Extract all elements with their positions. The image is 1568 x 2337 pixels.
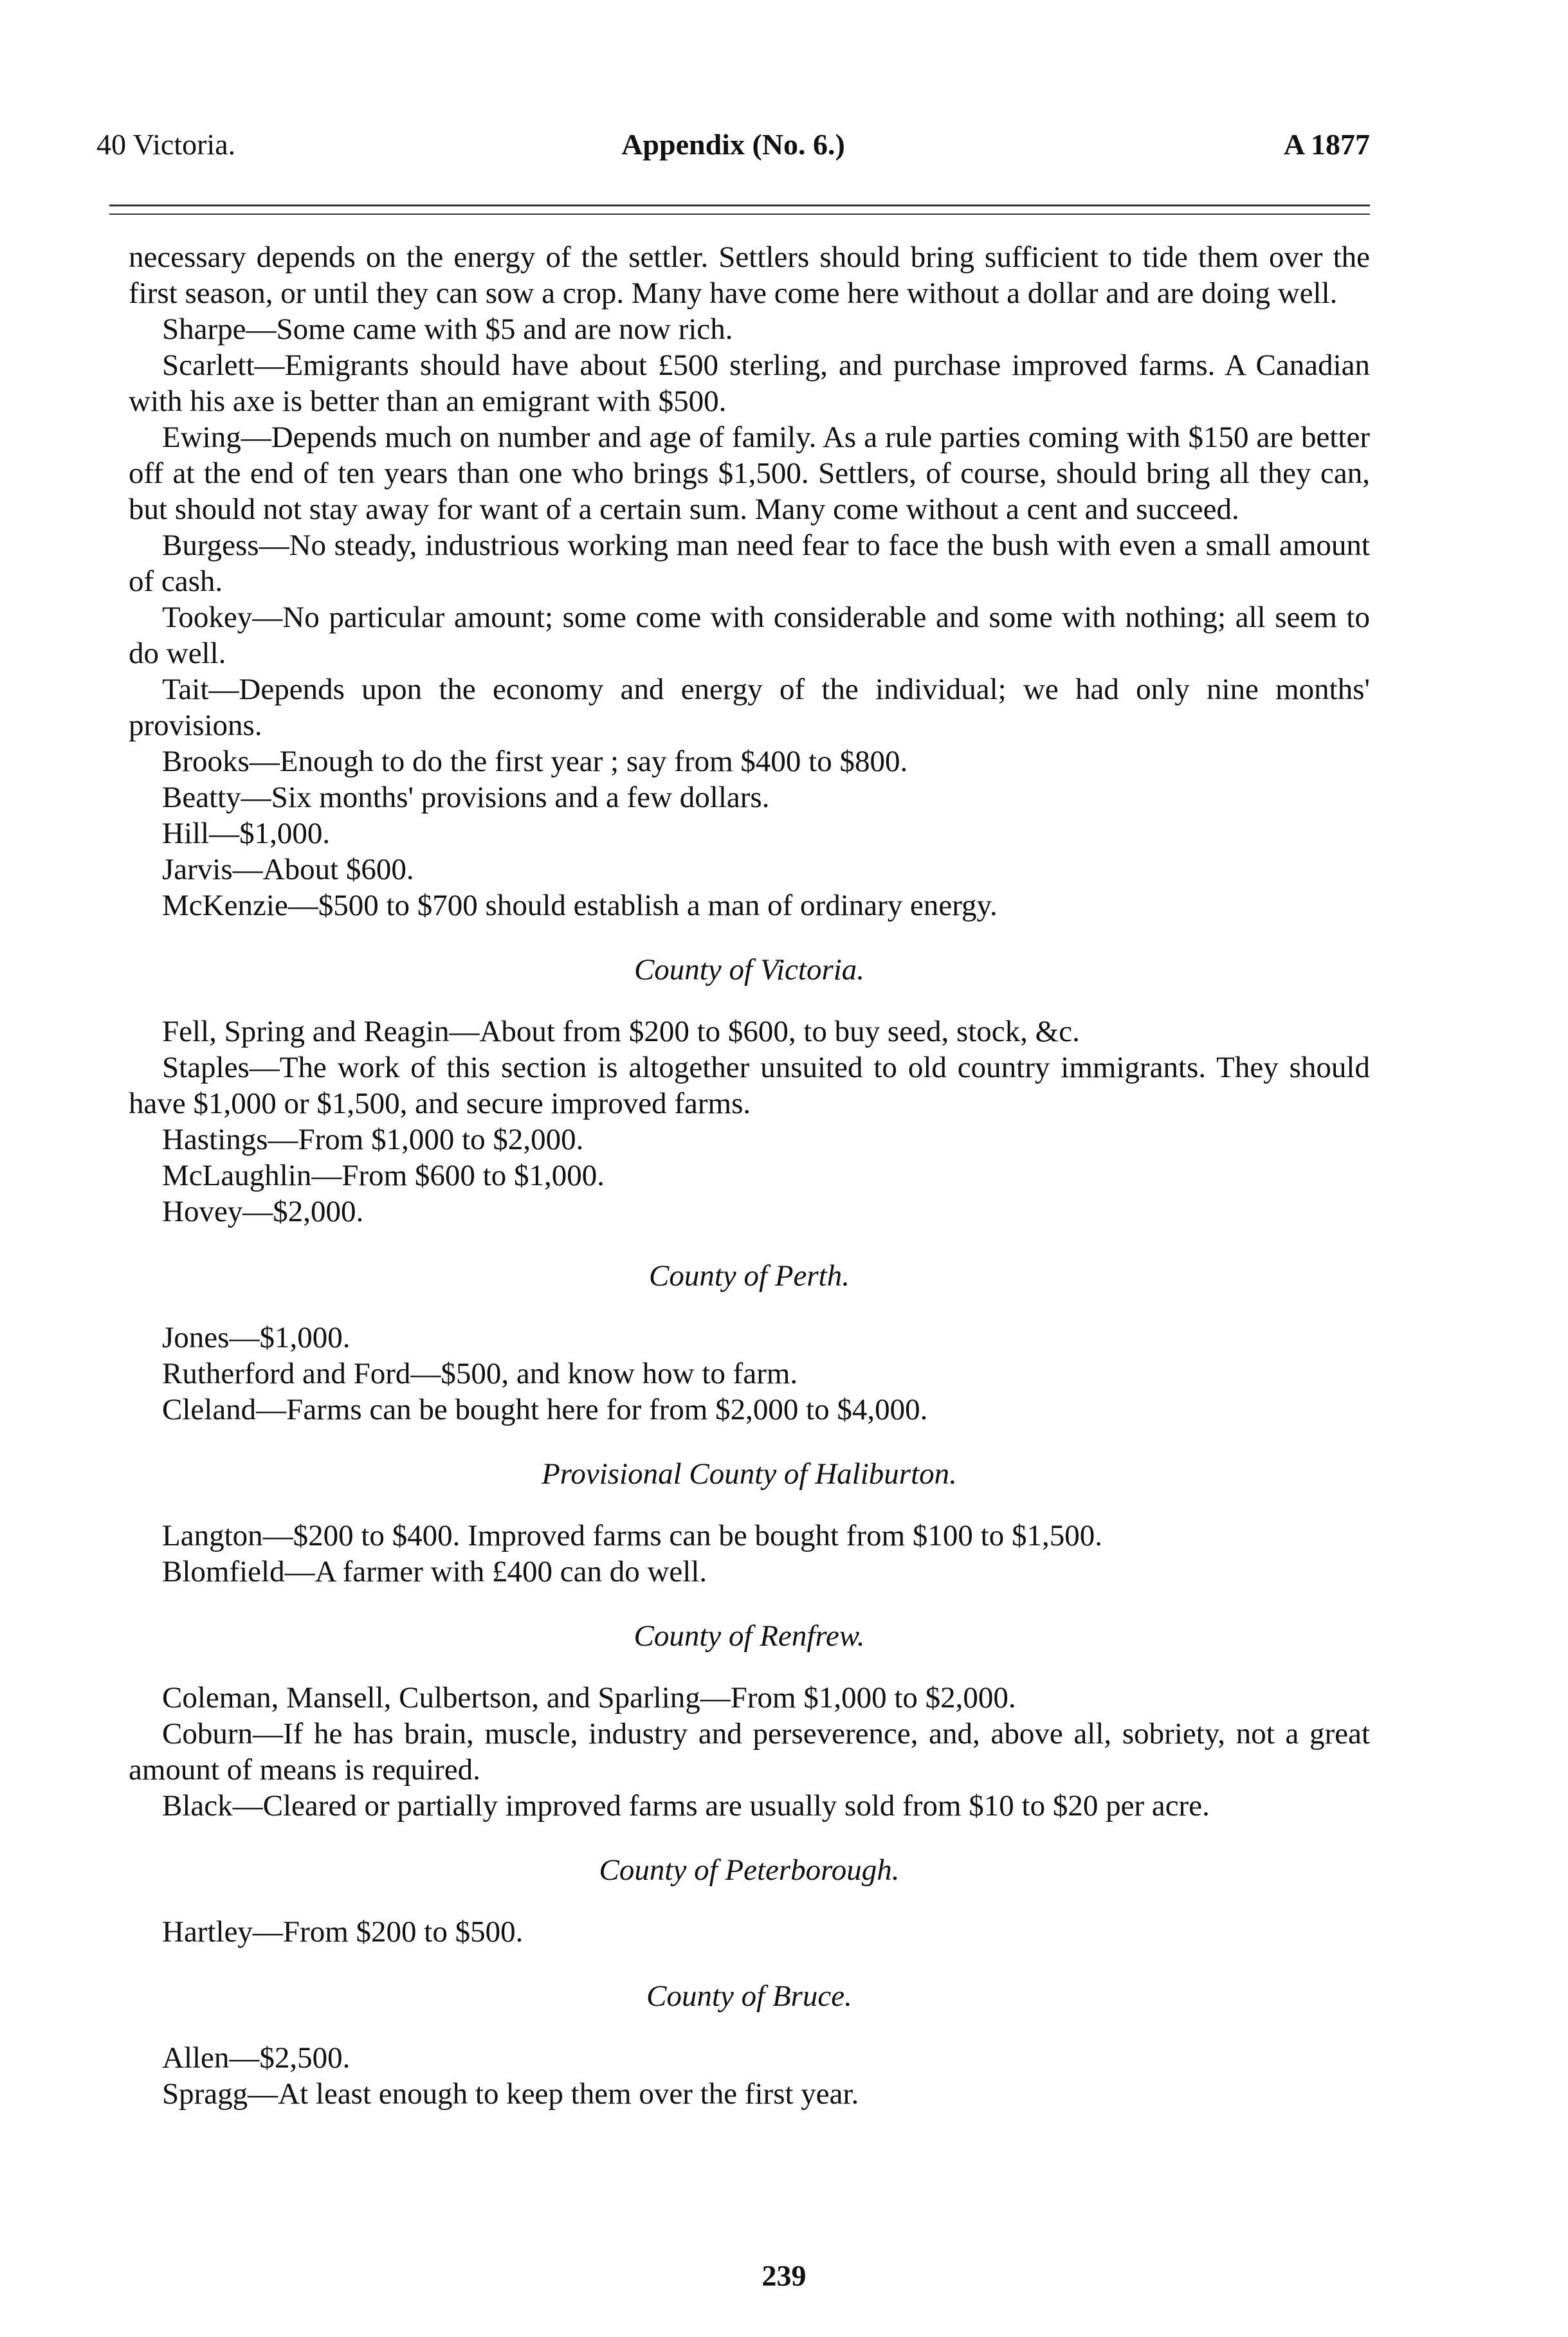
section-title-perth: County of Perth.: [649, 1259, 850, 1293]
paragraph: Jones—$1,000.: [162, 1321, 351, 1354]
paragraph: Hastings—From $1,000 to $2,000.: [162, 1123, 584, 1156]
paragraph: Rutherford and Ford—$500, and know how to farm.: [162, 1357, 798, 1390]
paragraph: Cleland—Farms can be bought here for from $2,000 to $4,000.: [162, 1393, 928, 1426]
section-title-peterborough: County of Peterborough.: [599, 1853, 900, 1887]
paragraph: Fell, Spring and Reagin—About from $200 to $600, to buy seed, stock, &c.: [162, 1015, 1080, 1048]
paragraph: necessary depends on the energy of the settler. Settlers should bring sufficient to tide them over the first season, or until they can sow a crop. Many have come here without a dollar and are doing well.: [129, 241, 1370, 310]
paragraph: Blomfield—A farmer with £400 can do well.: [162, 1555, 707, 1588]
page-header: [96, 127, 1370, 179]
section-title-victoria: County of Victoria.: [634, 953, 865, 987]
paragraph: Sharpe—Some came with $5 and are now rich.: [162, 313, 733, 346]
paragraph: McLaughlin—From $600 to $1,000.: [162, 1159, 605, 1192]
paragraph: Burgess—No steady, industrious working man need fear to face the bush with even a small amount of cash.: [129, 529, 1370, 598]
paragraph: Allen—$2,500.: [162, 2041, 351, 2075]
paragraph: Coleman, Mansell, Culbertson, and Sparling—From $1,000 to $2,000.: [162, 1681, 1016, 1714]
page-body: [129, 239, 1370, 2112]
header-appendix: Appendix (No. 6.): [621, 128, 845, 161]
paragraph: Black—Cleared or partially improved farms are usually sold from $10 to $20 per acre.: [162, 1789, 1210, 1823]
paragraph: Coburn—If he has brain, muscle, industry and perseverence, and, above all, sobriety, not a great amount of means is required.: [129, 1717, 1370, 1787]
paragraph: Beatty—Six months' provisions and a few dollars.: [162, 781, 770, 814]
header-year: A 1877: [1283, 128, 1370, 161]
paragraph: Spragg—At least enough to keep them over the first year.: [162, 2077, 859, 2111]
paragraph: Scarlett—Emigrants should have about £500 sterling, and purchase improved farms. A Canadian with his axe is better than an emigrant with $500.: [129, 349, 1370, 418]
header-session: 40 Victoria.: [96, 128, 236, 161]
paragraph: Tait—Depends upon the economy and energy of the individual; we had only nine months' provisions.: [129, 673, 1370, 742]
paragraph: Brooks—Enough to do the first year ; say from $400 to $800.: [162, 745, 908, 778]
paragraph: Tookey—No particular amount; some come with considerable and some with nothing; all seem to do well.: [129, 601, 1370, 670]
header-rule-top: [109, 205, 1370, 206]
paragraph: Staples—The work of this section is altogether unsuited to old country immigrants. They should have $1,000 or $1,500, and secure improved farms.: [129, 1051, 1370, 1120]
page-number: 239: [761, 2259, 807, 2292]
paragraph: Langton—$200 to $400. Improved farms can be bought from $100 to $1,500.: [162, 1519, 1102, 1552]
paragraph: Hartley—From $200 to $500.: [162, 1915, 524, 1949]
section-title-renfrew: County of Renfrew.: [634, 1619, 865, 1653]
paragraph: Ewing—Depends much on number and age of family. As a rule parties coming with $150 are better off at the end of ten years than one who brings $1,500. Settlers, of course, should bring all they can, but should not stay away for want of a certain sum. Many come without a cent and succeed.: [129, 421, 1370, 526]
header-rule-bottom: [109, 214, 1370, 215]
paragraph: McKenzie—$500 to $700 should establish a man of ordinary energy.: [162, 889, 998, 922]
paragraph: Jarvis—About $600.: [162, 853, 414, 886]
paragraph: Hovey—$2,000.: [162, 1195, 364, 1228]
section-title-bruce: County of Bruce.: [646, 1979, 852, 2013]
section-title-haliburton: Provisional County of Haliburton.: [542, 1457, 957, 1491]
paragraph: Hill—$1,000.: [162, 817, 331, 850]
